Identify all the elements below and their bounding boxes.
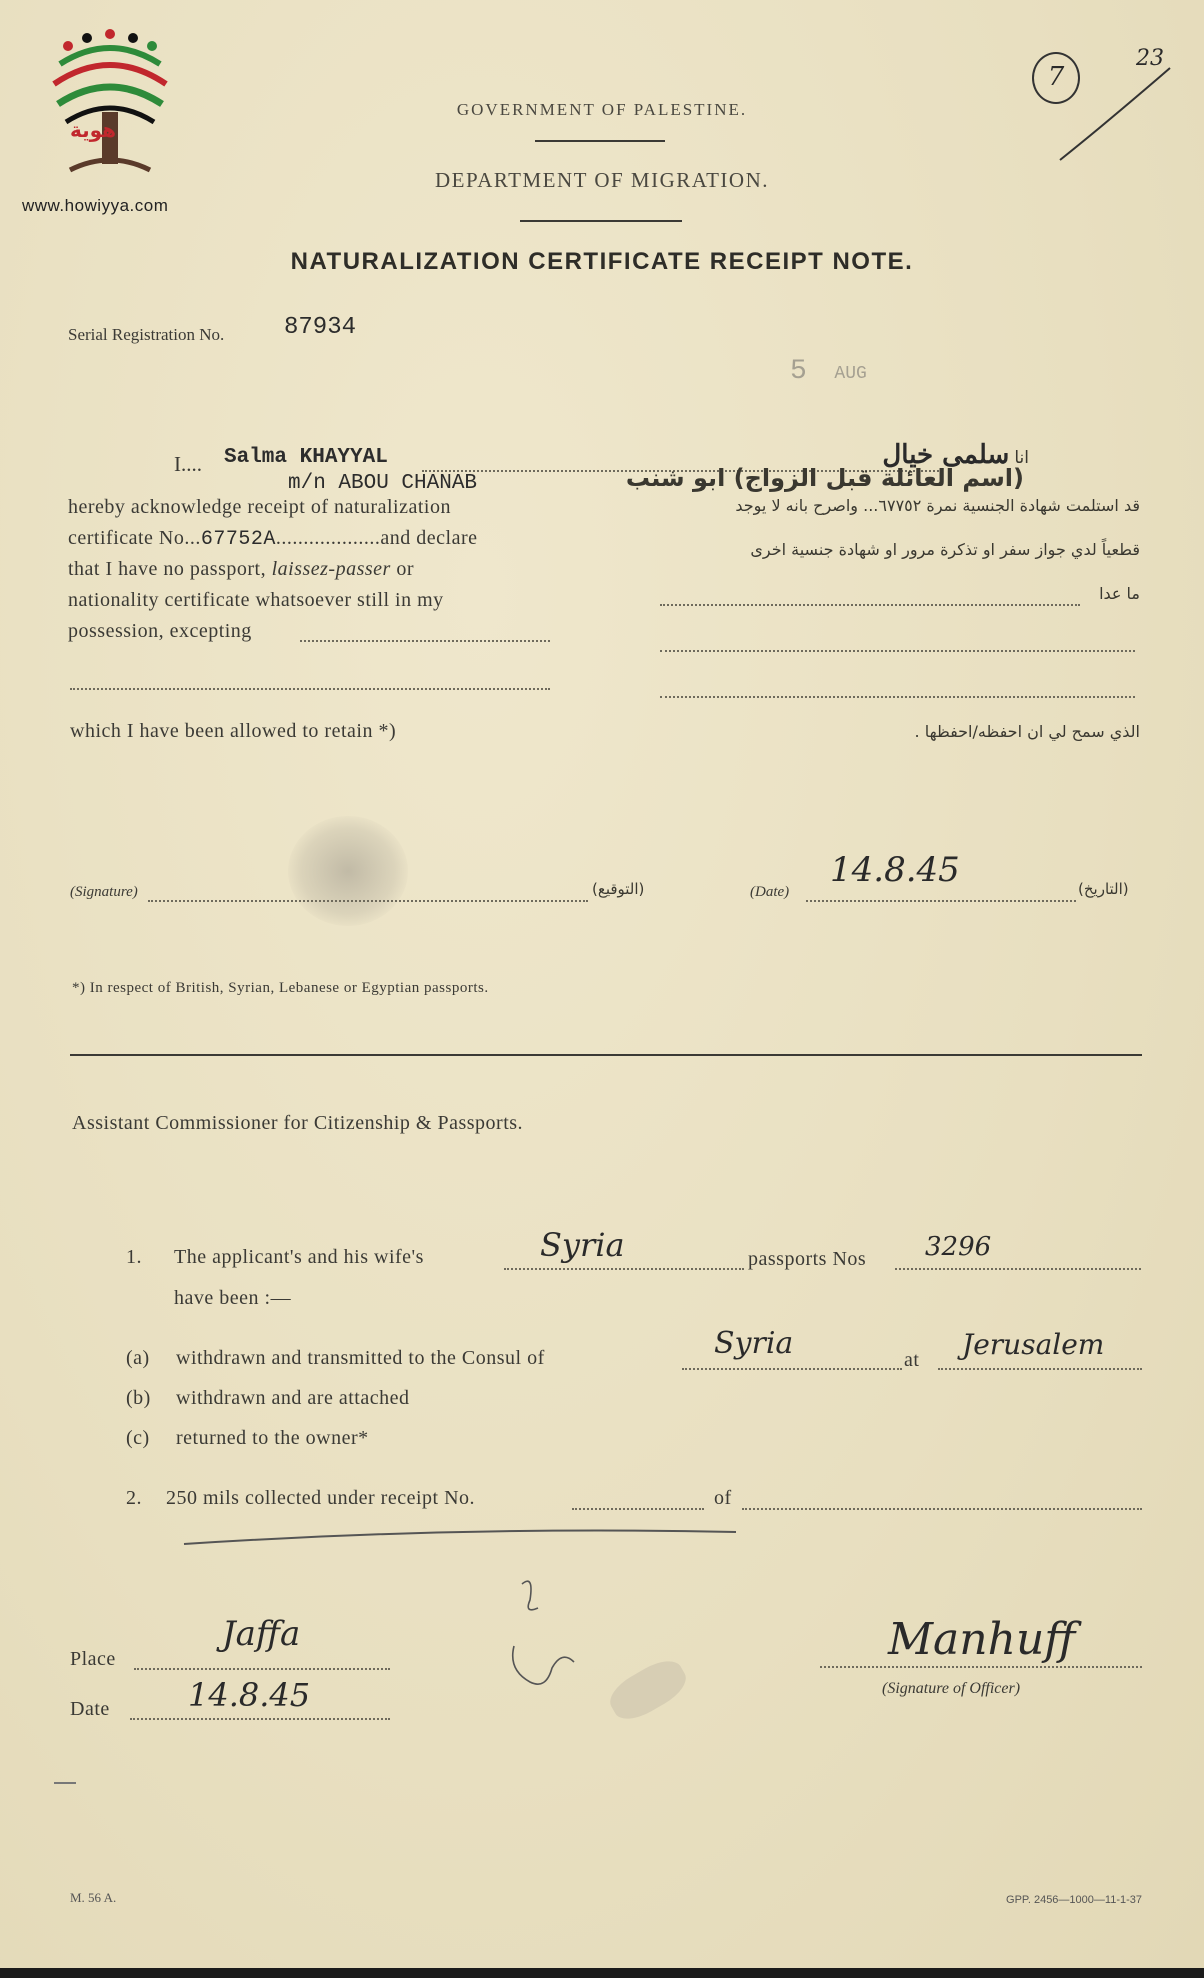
excepting-line — [300, 640, 550, 642]
declaration-line-3 — [68, 558, 414, 581]
page-title: NATURALIZATION CERTIFICATE RECEIPT NOTE. — [290, 248, 914, 275]
item-1-have-been: have been :— — [174, 1287, 292, 1309]
cert-tail: ...................and declare — [275, 527, 478, 549]
stamp-day: 5 — [790, 356, 807, 387]
declaration-line-4: nationality certificate whatsoever still in my — [68, 589, 444, 611]
officer-signature-line — [820, 1666, 1142, 1668]
arabic-line-5: ما عدا — [1099, 584, 1140, 603]
excepting-line-2 — [70, 688, 550, 690]
section-divider — [70, 1054, 1142, 1056]
item-1-passport-numbers: 3296 — [925, 1232, 992, 1262]
serial-value: 87934 — [284, 314, 357, 341]
department-heading: DEPARTMENT OF MIGRATION. — [434, 168, 770, 192]
initials-scribble — [500, 1570, 610, 1710]
line3-italic: laissez-passer — [271, 558, 391, 580]
arabic-name: سلمى خيال — [882, 440, 1010, 470]
item-2-of-line — [742, 1508, 1142, 1510]
arabic-excepting-line — [660, 604, 1080, 606]
stamp-month: AUG — [834, 364, 867, 384]
arabic-prefix: انا — [1014, 448, 1029, 468]
option-a-place-line — [938, 1368, 1142, 1370]
option-c-text: returned to the owner* — [176, 1427, 369, 1449]
signature-label: (Signature) — [70, 884, 138, 900]
date-value: 14.8.45 — [830, 850, 960, 890]
item-1-passports-line — [895, 1268, 1141, 1270]
serial-label: Serial Registration No. — [68, 325, 225, 344]
signature-line — [148, 900, 588, 902]
pen-stroke — [180, 1522, 740, 1552]
option-a-at: at — [904, 1349, 920, 1371]
arabic-line-3: قد استلمت شهادة الجنسية نمرة ٦٧٧٥٢... واصرح بانه لا يوجد — [735, 496, 1140, 515]
logo-url[interactable]: www.howiyya.com — [22, 196, 169, 215]
bottom-date-label: Date — [70, 1698, 110, 1720]
line3-b: or — [396, 558, 414, 580]
item-2-of: of — [714, 1487, 732, 1509]
option-a-consul-line — [682, 1368, 902, 1370]
item-2-receipt-line — [572, 1508, 704, 1510]
date-label: (Date) — [750, 884, 790, 900]
fingerprint-mark — [288, 816, 408, 926]
margin-dash — [54, 1782, 76, 1784]
place-label: Place — [70, 1648, 116, 1670]
option-c-label: (c) — [126, 1427, 150, 1449]
logo-lettering: هوية — [70, 118, 117, 142]
date-line — [806, 900, 1076, 902]
office-heading: Assistant Commissioner for Citizenship & Passports. — [72, 1112, 524, 1134]
item-1-nationality: Syria — [540, 1226, 625, 1264]
header-divider-2 — [520, 220, 682, 222]
item-1-nationality-line — [504, 1268, 744, 1270]
option-a-consul: Syria — [714, 1326, 794, 1361]
cert-label: certificate No... — [68, 527, 201, 549]
item-2-number: 2. — [126, 1487, 142, 1509]
arabic-line-2: (اسم العائلة قبل الزواج) ابو شنب — [625, 464, 1024, 492]
bottom-date-line — [130, 1718, 390, 1720]
circled-number-text: 7 — [1047, 62, 1065, 92]
footnote: *) In respect of British, Syrian, Lebanese or Egyptian passports. — [72, 980, 489, 996]
header-divider-1 — [535, 140, 665, 142]
officer-signature-label: (Signature of Officer) — [882, 1680, 1021, 1697]
bottom-date-value: 14.8.45 — [188, 1676, 311, 1714]
declaration-prefix: I.... — [174, 452, 202, 476]
declaration-line-5: possession, excepting — [68, 620, 252, 642]
option-a-label: (a) — [126, 1347, 150, 1369]
faint-stamp — [603, 1653, 692, 1728]
declaration-line-2 — [68, 527, 478, 551]
corner-number: 23 — [1136, 46, 1164, 71]
arabic-line-4: قطعياً لدي جواز سفر او تذكرة مرور او شهادة جنسية اخرى — [750, 540, 1140, 559]
applicant-name: Salma KHAYYAL — [224, 446, 388, 469]
option-b-label: (b) — [126, 1387, 151, 1409]
place-line — [134, 1668, 390, 1670]
item-2-text: 250 mils collected under receipt No. — [166, 1487, 476, 1509]
retain-text: which I have been allowed to retain *) — [70, 720, 397, 742]
line3-a: that I have no passport, — [68, 558, 267, 580]
item-1-text: The applicant's and his wife's — [174, 1246, 424, 1268]
government-heading: GOVERNMENT OF PALESTINE. — [456, 100, 748, 119]
arabic-excepting-line-2 — [660, 650, 1135, 652]
declaration-line-1: hereby acknowledge receipt of naturalization — [68, 496, 451, 518]
maiden-name: m/n ABOU CHANAB — [288, 472, 478, 495]
item-1-number: 1. — [126, 1246, 142, 1268]
option-b-text: withdrawn and are attached — [176, 1387, 410, 1409]
arabic-excepting-line-3 — [660, 696, 1135, 698]
date-label-arabic: (التاريخ) — [1078, 880, 1129, 898]
certificate-number: 67752A — [200, 528, 276, 551]
place-value: Jaffa — [222, 1614, 301, 1654]
officer-signature: Manhuff — [888, 1614, 1076, 1665]
form-number: M. 56 A. — [70, 1890, 117, 1905]
arabic-retain: الذي سمح لي ان احفظه/احفظها . — [914, 722, 1140, 741]
print-code: GPP. 2456—1000—11-1-37 — [1006, 1894, 1142, 1906]
item-1-passports-label: passports Nos — [748, 1248, 867, 1270]
option-a-text: withdrawn and transmitted to the Consul of — [176, 1347, 545, 1369]
date-stamp — [790, 356, 867, 387]
signature-label-arabic: (التوقيع) — [592, 880, 645, 898]
option-a-place: Jerusalem — [962, 1328, 1105, 1361]
